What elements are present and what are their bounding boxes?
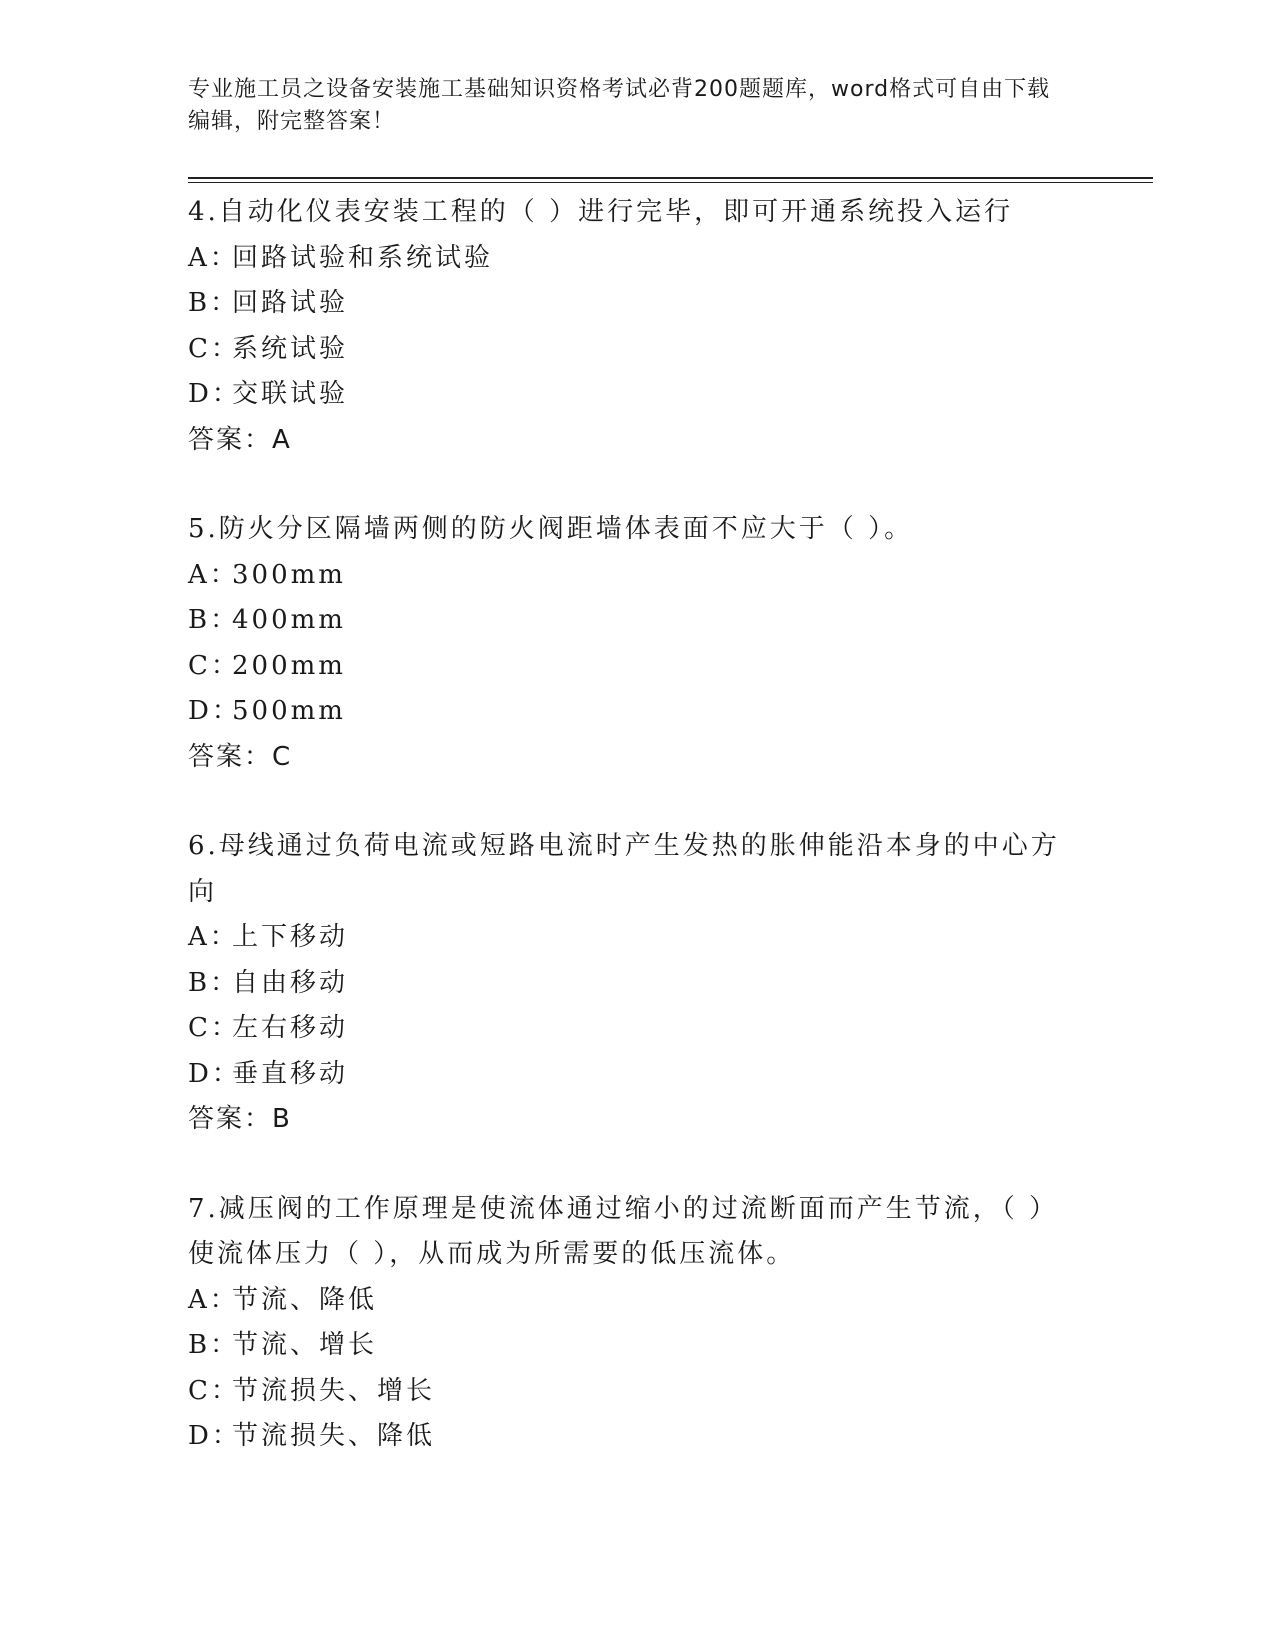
option-key: B： [188, 967, 240, 998]
option-text: 400mm [232, 605, 346, 635]
option-key: C： [188, 1013, 240, 1043]
option-text: 回路试验和系统试验 [232, 242, 494, 273]
question-7 [188, 1187, 1068, 1460]
answer-line: 答案：A [188, 424, 292, 455]
document-header: 专业施工员之设备安装施工基础知识资格考试必背200题题库，word格式可自由下载编辑，附完整答案！ [188, 77, 1051, 134]
option-key: B： [188, 288, 240, 318]
header-rule-top [188, 177, 1153, 179]
question-stem: 4.自动化仪表安装工程的（ ）进行完毕，即可开通系统投入运行 [188, 197, 1014, 227]
option-key: B： [188, 605, 240, 635]
option-key: B： [188, 1330, 240, 1360]
header-rule-bottom [188, 182, 1153, 183]
option-text: 200mm [232, 650, 346, 681]
option-key: D： [188, 1058, 241, 1089]
option-key: C： [188, 650, 240, 681]
option-d [188, 689, 1068, 735]
option-text: 节流损失、增长 [232, 1375, 436, 1406]
question-list [188, 190, 1068, 1504]
option-text: 自由移动 [232, 967, 349, 998]
option-text: 300mm [232, 559, 346, 590]
option-c [188, 1006, 1068, 1052]
option-b [188, 1323, 1068, 1369]
option-key: D： [188, 379, 241, 409]
option-c [188, 1369, 1068, 1415]
option-c [188, 644, 1068, 690]
question-6 [188, 824, 1068, 1143]
option-key: A： [188, 1284, 239, 1315]
option-d [188, 1414, 1068, 1460]
option-b [188, 281, 1068, 327]
option-text: 回路试验 [232, 288, 349, 318]
option-text: 左右移动 [232, 1013, 349, 1043]
option-c [188, 327, 1068, 373]
option-text: 垂直移动 [232, 1058, 349, 1089]
option-a [188, 915, 1068, 961]
option-b [188, 961, 1068, 1007]
option-b [188, 598, 1068, 644]
option-text: 节流损失、降低 [232, 1421, 436, 1451]
answer-line: 答案：C [188, 741, 293, 772]
option-d [188, 372, 1068, 418]
option-d [188, 1052, 1068, 1098]
option-key: A： [188, 922, 239, 952]
option-text: 上下移动 [232, 922, 349, 952]
option-a [188, 553, 1068, 599]
answer-line: 答案：B [188, 1104, 292, 1134]
option-key: D： [188, 1421, 241, 1451]
option-a [188, 236, 1068, 282]
option-text: 节流、增长 [232, 1330, 378, 1360]
option-text: 节流、降低 [232, 1284, 378, 1315]
option-text: 500mm [232, 696, 346, 726]
option-key: A： [188, 559, 239, 590]
option-key: C： [188, 1375, 240, 1406]
option-key: C： [188, 333, 240, 364]
question-5 [188, 507, 1068, 780]
question-4 [188, 190, 1068, 463]
question-stem: 7.减压阀的工作原理是使流体通过缩小的过流断面而产生节流，（ ）使流体压力（ ），从而成为所需要的低压流体。 [188, 1193, 1059, 1269]
question-stem: 5.防火分区隔墙两侧的防火阀距墙体表面不应大于（ ）。 [188, 514, 914, 544]
question-stem: 6.母线通过负荷电流或短路电流时产生发热的胀伸能沿本身的中心方向 [188, 831, 1060, 907]
option-a [188, 1278, 1068, 1324]
option-key: D： [188, 696, 241, 726]
option-text: 系统试验 [232, 333, 349, 364]
option-text: 交联试验 [232, 379, 349, 409]
option-key: A： [188, 242, 239, 273]
